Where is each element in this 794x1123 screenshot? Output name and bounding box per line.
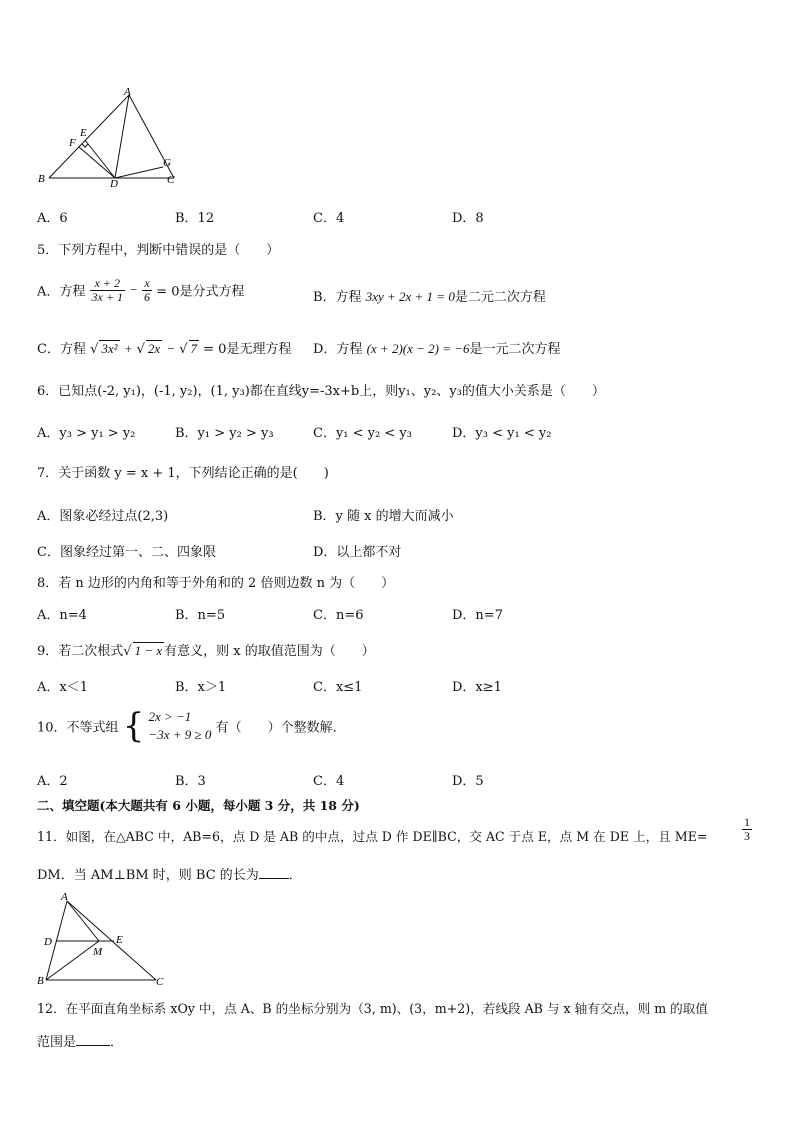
q5-a-fraction-2 — [142, 277, 152, 303]
q11-frac-den: 3 — [744, 828, 750, 843]
q5-c-rad3: 7 — [190, 341, 198, 356]
q5-a-num1: x + 2 — [90, 277, 125, 291]
q10-ineq-2: −3x + 9 ≥ 0 — [148, 727, 212, 742]
q5-c-mid1: + — [123, 341, 133, 356]
q4-option-d: D．8 — [452, 211, 484, 226]
q7-option-c: C．图象经过第一、二、四象限 — [37, 545, 216, 560]
q6-option-d: D．y₃ < y₁ < y₂ — [452, 426, 552, 441]
triangle-figure-1 — [36, 88, 186, 188]
q5-a-tail: = 0是分式方程 — [156, 284, 245, 300]
fig2-label-d: D — [44, 936, 52, 948]
q6-option-a: A．y₃ > y₁ > y₂ — [37, 426, 136, 441]
q11-frac-num: 1 — [744, 815, 750, 829]
fig1-label-b: B — [38, 173, 45, 185]
fig1-label-c: C — [167, 174, 175, 186]
q12-line-2-pre: 范围是 — [37, 1035, 77, 1050]
q5-option-a — [37, 277, 244, 303]
q5-a-den2: 6 — [144, 289, 151, 304]
q5-d-prefix: D．方程 — [313, 342, 363, 357]
q9-stem-post: 有意义，则 x 的取值范围为（ ） — [164, 644, 375, 659]
q10-option-d: D．5 — [452, 774, 484, 789]
fig2-label-b: B — [37, 975, 44, 987]
q5-a-den1: 3x + 1 — [91, 289, 123, 304]
q11-line-2-pre: DM．当 AM⊥BM 时，则 BC 的长为 — [37, 868, 259, 883]
fig2-label-c: C — [156, 976, 164, 988]
q11-answer-blank — [259, 878, 289, 879]
q5-b-tail: 是二元二次方程 — [454, 290, 546, 305]
q8-option-a: A．n=4 — [37, 608, 87, 623]
q4-option-b: B．12 — [175, 211, 215, 226]
q8-option-d: D．n=7 — [452, 608, 503, 623]
q10-option-b: B．3 — [175, 774, 206, 789]
q4-option-c: C．4 — [313, 211, 345, 226]
q12-line-2-post: ． — [110, 1035, 124, 1050]
fig1-label-f: F — [69, 137, 76, 149]
q7-stem: 7．关于函数 y = x + 1，下列结论正确的是( ) — [37, 466, 329, 481]
q9-stem-pre: 9．若二次根式 — [37, 644, 124, 659]
fig2-label-a: A — [61, 891, 68, 903]
q5-option-c: C．方程 √ 3x² + √ 2x − √ 7 = 0是无理方程 — [37, 341, 292, 357]
q9-stem: 9．若二次根式√ 1 − x 有意义，则 x 的取值范围为（ ） — [37, 643, 375, 659]
q5-option-d — [313, 338, 561, 357]
q10-option-c: C．4 — [313, 774, 345, 789]
q9-stem-radicand: 1 − x — [134, 643, 163, 658]
fig1-label-g: G — [163, 157, 171, 169]
fig2-label-m: M — [93, 946, 103, 958]
q5-c-tail: = 0是无理方程 — [203, 342, 292, 357]
q10-option-a: A．2 — [37, 774, 68, 789]
q5-option-b — [313, 286, 546, 305]
q5-c-mid2: − — [166, 341, 176, 356]
q8-option-b: B．n=5 — [175, 608, 226, 623]
q5-c-prefix: C．方程 — [37, 342, 86, 357]
q6-option-b: B．y₁ > y₂ > y₃ — [175, 426, 274, 441]
q5-d-math: (x + 2)(x − 2) = −6 — [366, 341, 470, 356]
q12-line-2 — [37, 1031, 123, 1050]
q5-b-prefix: B．方程 — [313, 290, 362, 305]
q7-option-d: D．以上都不对 — [313, 545, 402, 560]
q10-stem-pre: 10．不等式组 — [37, 720, 119, 736]
q5-b-math: 3xy + 2x + 1 = 0 — [365, 289, 455, 304]
fig1-label-a: A — [124, 88, 131, 98]
q7-option-a: A．图象必经过点(2,3) — [37, 509, 169, 524]
q5-stem: 5．下列方程中，判断中错误的是（ ） — [37, 243, 280, 258]
q5-a-num2: x — [142, 277, 152, 291]
q4-option-a: A．6 — [37, 211, 68, 226]
q9-option-c: C．x≤1 — [313, 680, 363, 695]
q11-line-1: 11．如图，在△ABC 中，AB=6，点 D 是 AB 的中点，过点 D 作 DE∥BC，交 AC 于点 E，点 M 在 DE 上，且 ME= — [37, 829, 708, 844]
q11-line-2-post: ． — [288, 868, 302, 883]
q10-ineq-1: 2x > −1 — [148, 709, 192, 724]
fig1-label-d: D — [110, 178, 118, 188]
q8-option-c: C．n=6 — [313, 608, 364, 623]
q5-a-prefix: A．方程 — [37, 284, 86, 300]
q9-option-b: B．x＞1 — [175, 680, 227, 695]
q9-option-d: D．x≥1 — [452, 680, 502, 695]
q6-stem: 6．已知点(-2, y₁)，(-1, y₂)，(1, y₃)都在直线y=-3x+b上，则y₁、y₂、y₃的值大小关系是（ ） — [37, 384, 605, 399]
fig2-label-e: E — [116, 934, 123, 946]
q10-stem-post: 有（ ）个整数解． — [215, 720, 346, 736]
q5-d-tail: 是一元二次方程 — [469, 342, 561, 357]
q11-fraction — [742, 816, 752, 842]
q12-line-1: 12．在平面直角坐标系 xOy 中，点 A、B 的坐标分别为（3, m)、(3，m+2)，若线段 AB 与 x 轴有交点，则 m 的取值 — [37, 1001, 708, 1016]
q6-option-c: C．y₁ < y₂ < y₃ — [313, 426, 412, 441]
q12-answer-blank — [76, 1045, 110, 1046]
section-heading-fill-in: 二、填空题(本大题共有 6 小题，每小题 3 分，共 18 分) — [37, 798, 360, 813]
fig1-label-e: E — [80, 127, 87, 139]
q10-brace: { — [122, 706, 145, 746]
q10-system — [148, 708, 211, 744]
q10-stem — [37, 708, 346, 744]
q5-c-rad2: 2x — [147, 341, 161, 356]
triangle-figure-2 — [34, 889, 174, 989]
q8-stem: 8．若 n 边形的内角和等于外角和的 2 倍则边数 n 为（ ） — [37, 576, 395, 591]
q5-c-rad1: 3x² — [101, 341, 118, 356]
q9-option-a: A．x＜1 — [37, 680, 88, 695]
q5-a-minus: − — [129, 282, 138, 298]
q5-a-fraction-1 — [90, 277, 125, 303]
q7-option-b: B．y 随 x 的增大而减小 — [313, 509, 454, 524]
q11-line-2 — [37, 864, 302, 883]
